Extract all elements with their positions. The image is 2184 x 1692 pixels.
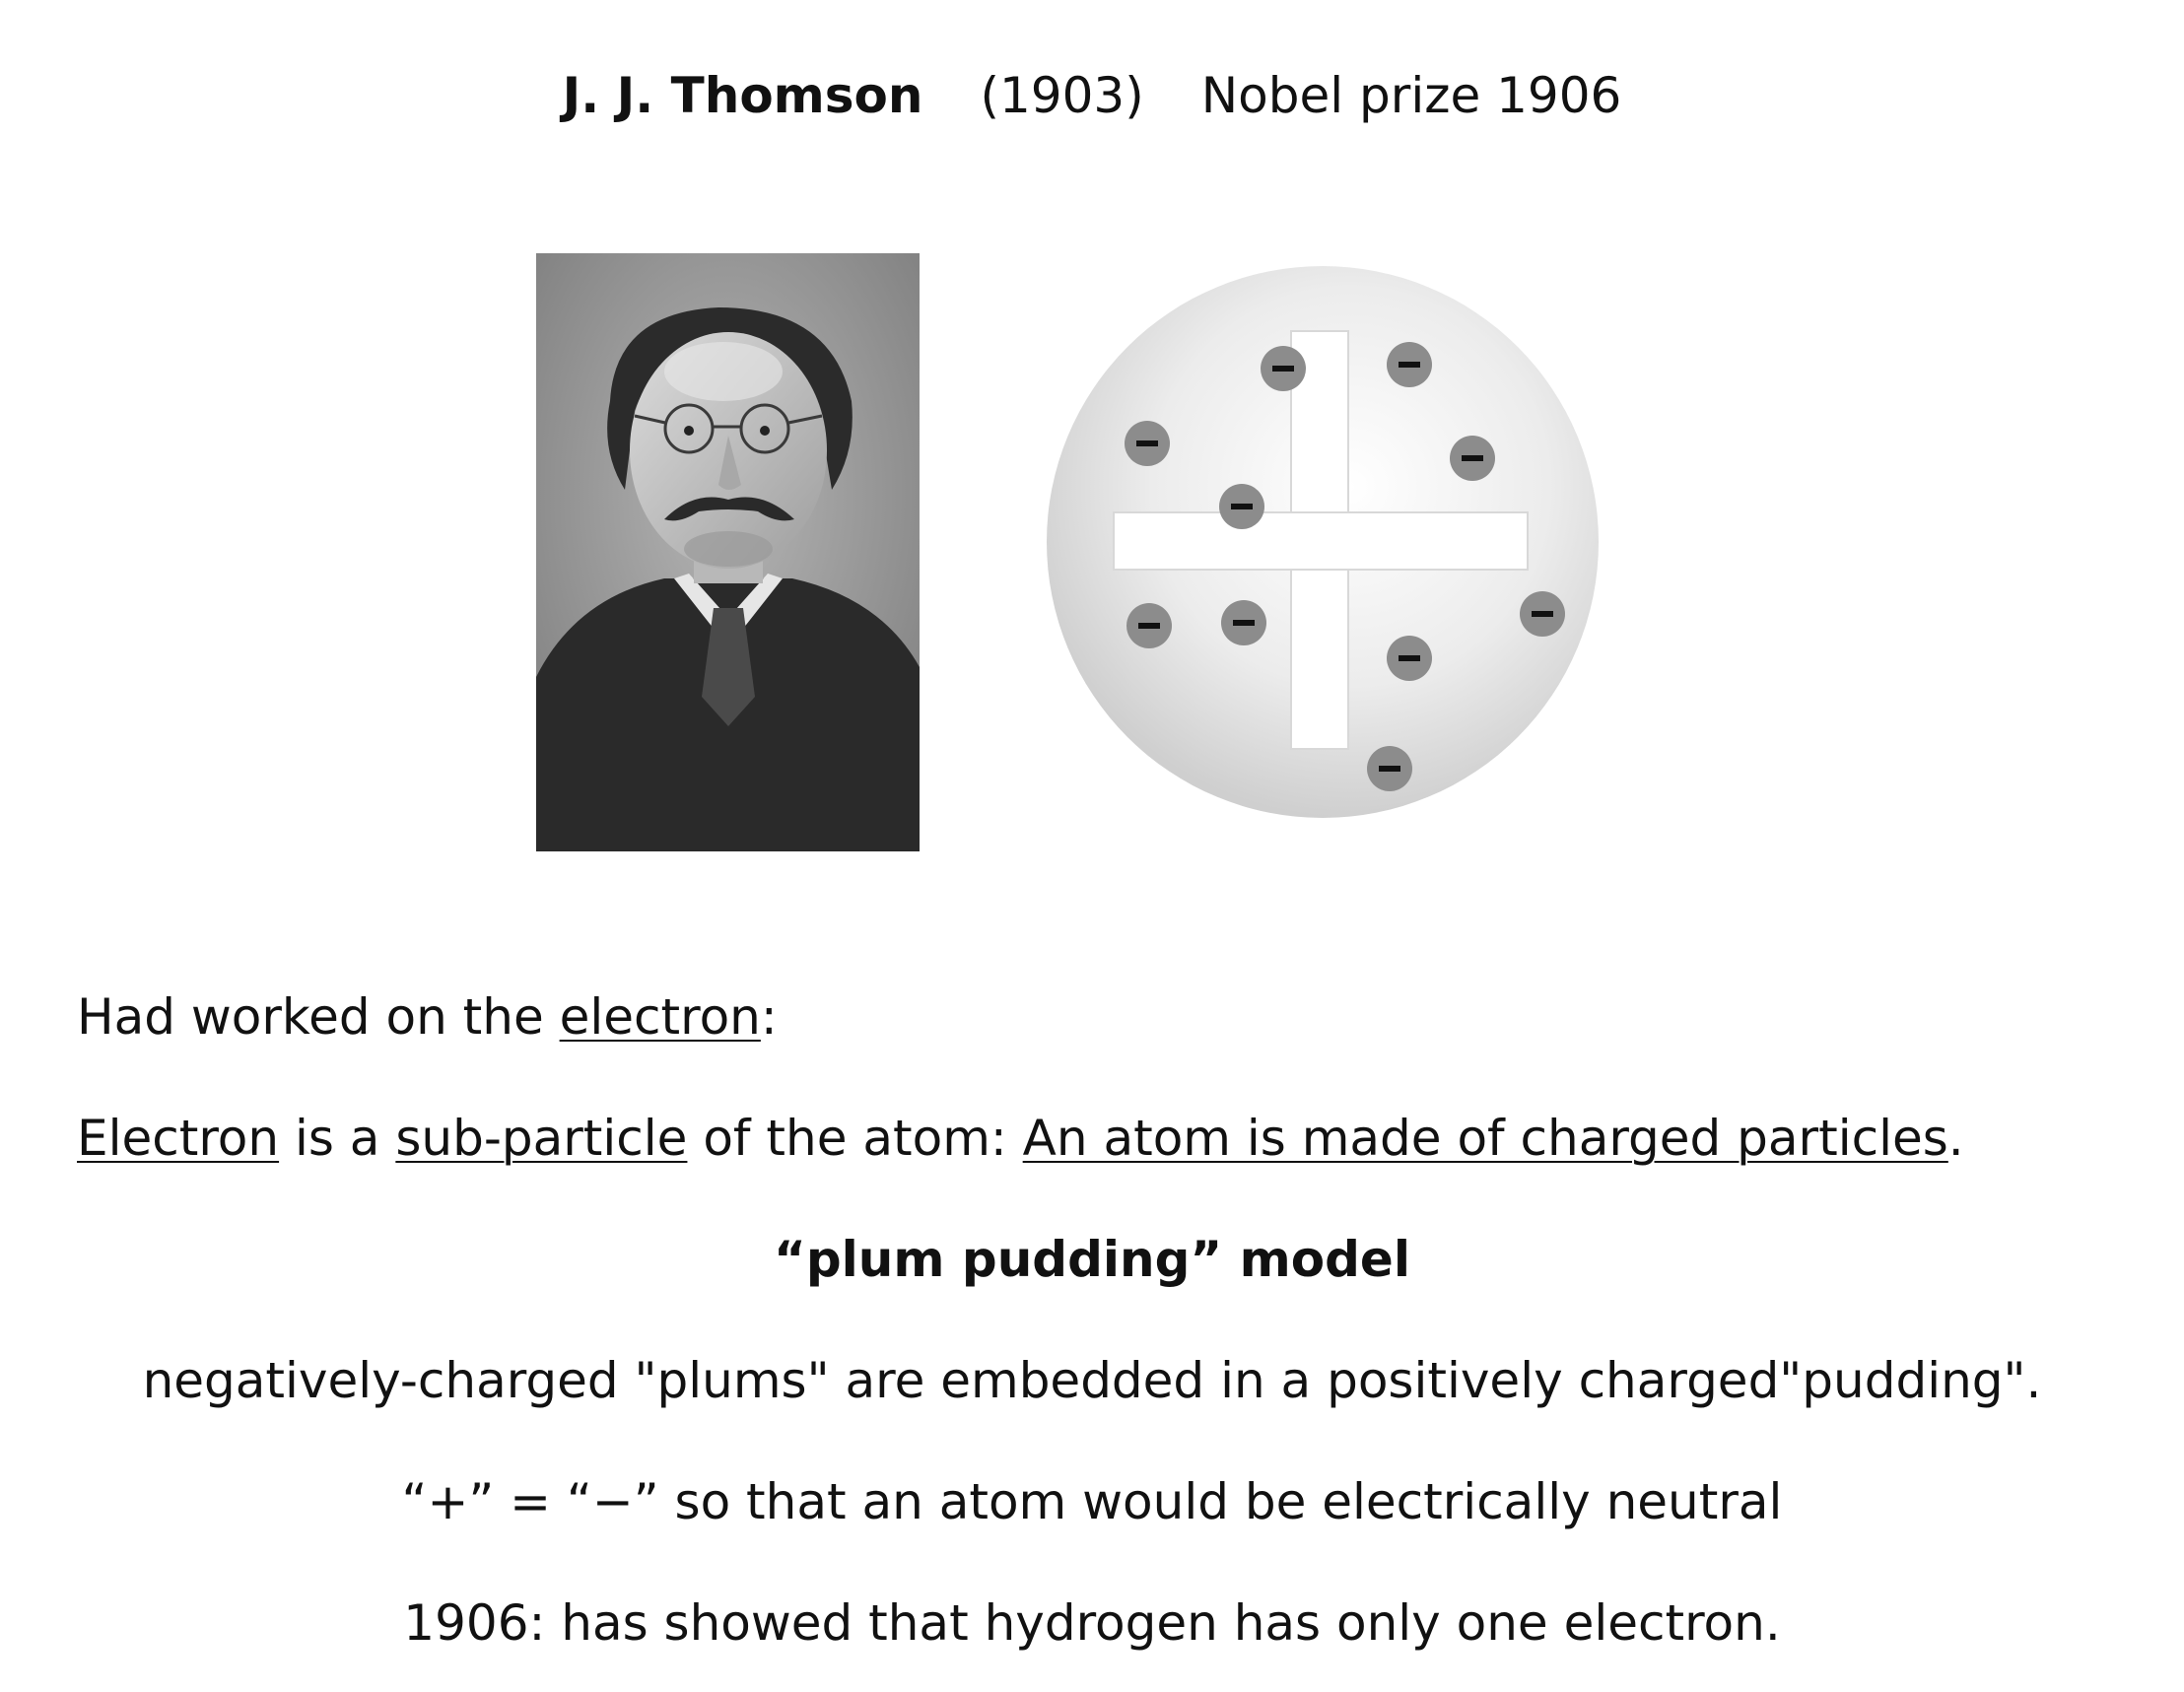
neutrality-text: “+” = “−” so that an atom would be electrically neutral	[401, 1473, 1783, 1530]
electron-minus-icon	[1387, 342, 1432, 387]
electron-minus-icon	[1219, 484, 1264, 529]
thomson-portrait-photo	[536, 253, 920, 851]
sub-particle-text: Electron is a sub-particle of the atom: An atom is made of charged particles.	[77, 1110, 1964, 1167]
electron-link: electron	[559, 988, 761, 1046]
plum-pudding-model-diagram	[1045, 264, 1602, 821]
scientist-name: J. J. Thomson	[562, 67, 923, 124]
nobel-prize-label: Nobel prize 1906	[1200, 67, 1622, 124]
electron-minus-icon	[1450, 436, 1495, 481]
electron-minus-icon	[1387, 636, 1432, 681]
electron-minus-icon	[1520, 591, 1565, 637]
electron-minus-icon	[1125, 421, 1170, 466]
model-description-text: negatively-charged "plums" are embedded in a positively charged"pudding".	[142, 1352, 2042, 1409]
page-title	[0, 67, 2184, 124]
worked-on-electron-text: Had worked on the electron:	[77, 988, 778, 1046]
electron-minus-icon	[1126, 603, 1172, 648]
electron-minus-icon	[1367, 746, 1412, 791]
hydrogen-text: 1906: has showed that hydrogen has only one electron.	[403, 1594, 1781, 1652]
electron-minus-icon	[1221, 600, 1266, 645]
plum-pudding-model-heading: “plum pudding” model	[774, 1231, 1410, 1288]
electron-minus-icon	[1261, 346, 1306, 391]
year-label: (1903)	[980, 67, 1144, 124]
